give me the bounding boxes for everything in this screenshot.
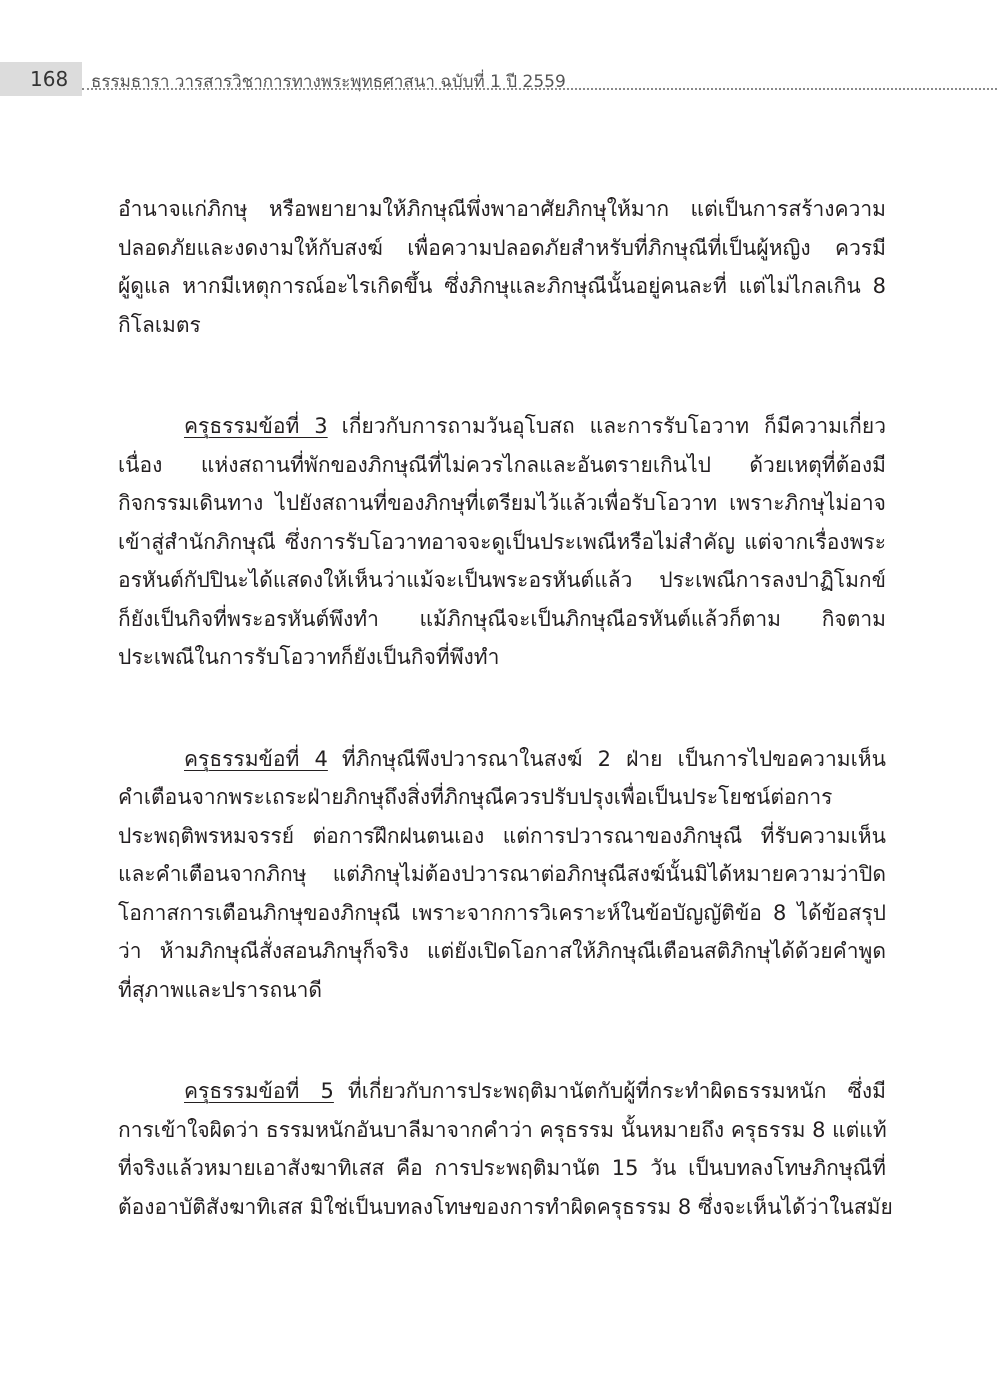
text-line: อรหันต์กัปปินะได้แสดงให้เห็นว่าแม้จะเป็นพระอรหันต์แล้ว ประเพณีการลงปาฏิโมกข์ [118,568,886,592]
section-heading-4: ครุธรรมข้อที่ 4 [184,746,328,771]
text-line: ประเพณีในการรับโอวาทก็ยังเป็นกิจที่พึงทำ [118,645,500,669]
text-line: ประพฤติพรหมจรรย์ ต่อการฝึกฝนตนเอง แต่การปวารณาของภิกษุณี ที่รับความเห็น [118,823,886,848]
text-line: กิโลเมตร [118,312,201,337]
paragraph-garudhamma-5 [118,1072,893,1226]
paragraph-1 [118,190,886,344]
text-line: กิจกรรมเดินทาง ไปยังสถานที่ของภิกษุที่เตรียมไว้แล้วเพื่อรับโอวาท เพราะภิกษุไม่อาจ [118,491,886,515]
text-line-first [118,407,886,446]
text-line: ปลอดภัยและงดงามให้กับสงฆ์ เพื่อความปลอดภัยสำหรับที่ภิกษุณีที่เป็นผู้หญิง ควรมี [118,235,886,260]
text-line: เนื่อง แห่งสถานที่พักของภิกษุณีที่ไม่ควรไกลและอันตรายเกินไป ด้วยเหตุที่ต้องมี [118,452,886,477]
text-line: ต้องอาบัติสังฆาทิเสส มิใช่เป็นบทลงโทษของการทำผิดครุธรรม 8 ซึ่งจะเห็นได้ว่าในสมัย [118,1194,893,1219]
page-number: 168 [30,67,69,91]
section-heading-5: ครุธรรมข้อที่ 5 [184,1079,334,1103]
text-line-first [118,740,886,779]
text-line-first [118,1072,886,1111]
text-span: ที่ภิกษุณีพึงปวารณาในสงฆ์ 2 ฝ่าย เป็นการไปขอความเห็น [341,746,886,771]
text-line: ว่า ห้ามภิกษุณีสั่งสอนภิกษุก็จริง แต่ยังเปิดโอกาสให้ภิกษุณีเตือนสติภิกษุได้ด้วยคำพูด [118,939,886,963]
section-heading-3: ครุธรรมข้อที่ 3 [184,414,328,438]
text-line: ที่จริงแล้วหมายเอาสังฆาทิเสส คือ การประพฤติมานัต 15 วัน เป็นบทลงโทษภิกษุณีที่ [118,1156,886,1180]
text-line: ผู้ดูแล หากมีเหตุการณ์อะไรเกิดขึ้น ซึ่งภิกษุและภิกษุณีนั้นอยู่คนละที่ แต่ไม่ไกลเกิน 8 [118,274,886,298]
text-span: เกี่ยวกับการถามวันอุโบสถ และการรับโอวาท ก็มีความเกี่ยว [341,414,886,438]
text-line: การเข้าใจผิดว่า ธรรมหนักอันบาลีมาจากคำว่า ครุธรรม นั้นหมายถึง ครุธรรม 8 แต่แท้ [118,1117,887,1142]
page-number-box [0,62,82,96]
dotted-header-rule [82,88,997,90]
running-header [0,62,1000,96]
text-line: เข้าสู่สำนักภิกษุณี ซึ่งการรับโอวาทอาจจะดูเป็นประเพณีหรือไม่สำคัญ แต่จากเรื่องพระ [118,529,886,554]
body-text [118,190,893,1226]
text-line: ก็ยังเป็นกิจที่พระอรหันต์พึงทำ แม้ภิกษุณีจะเป็นภิกษุณีอรหันต์แล้วก็ตาม กิจตาม [118,606,886,631]
text-line: คำเตือนจากพระเถระฝ่ายภิกษุถึงสิ่งที่ภิกษุณีควรปรับปรุงเพื่อเป็นประโยชน์ต่อการ [118,785,833,809]
text-line: และคำเตือนจากภิกษุ แต่ภิกษุไม่ต้องปวารณาต่อภิกษุณีสงฆ์นั้นมิได้หมายความว่าปิด [118,862,886,886]
text-line: โอกาสการเตือนภิกษุของภิกษุณี เพราะจากการวิเคราะห์ในข้อบัญญัติข้อ 8 ได้ข้อสรุป [118,900,886,925]
paragraph-garudhamma-4 [118,740,886,1010]
text-span: ที่เกี่ยวกับการประพฤติมานัตกับผู้ที่กระทำผิดธรรมหนัก ซึ่งมี [347,1079,886,1103]
text-line: อำนาจแก่ภิกษุ หรือพยายามให้ภิกษุณีพึ่งพาอาศัยภิกษุให้มาก แต่เป็นการสร้างความ [118,197,886,221]
journal-title: ธรรมธารา วารสารวิชาการทางพระพุทธศาสนา ฉบับที่ 1 ปี 2559 [91,72,566,92]
paragraph-garudhamma-3 [118,407,886,677]
text-line: ที่สุภาพและปรารถนาดี [118,977,323,1002]
